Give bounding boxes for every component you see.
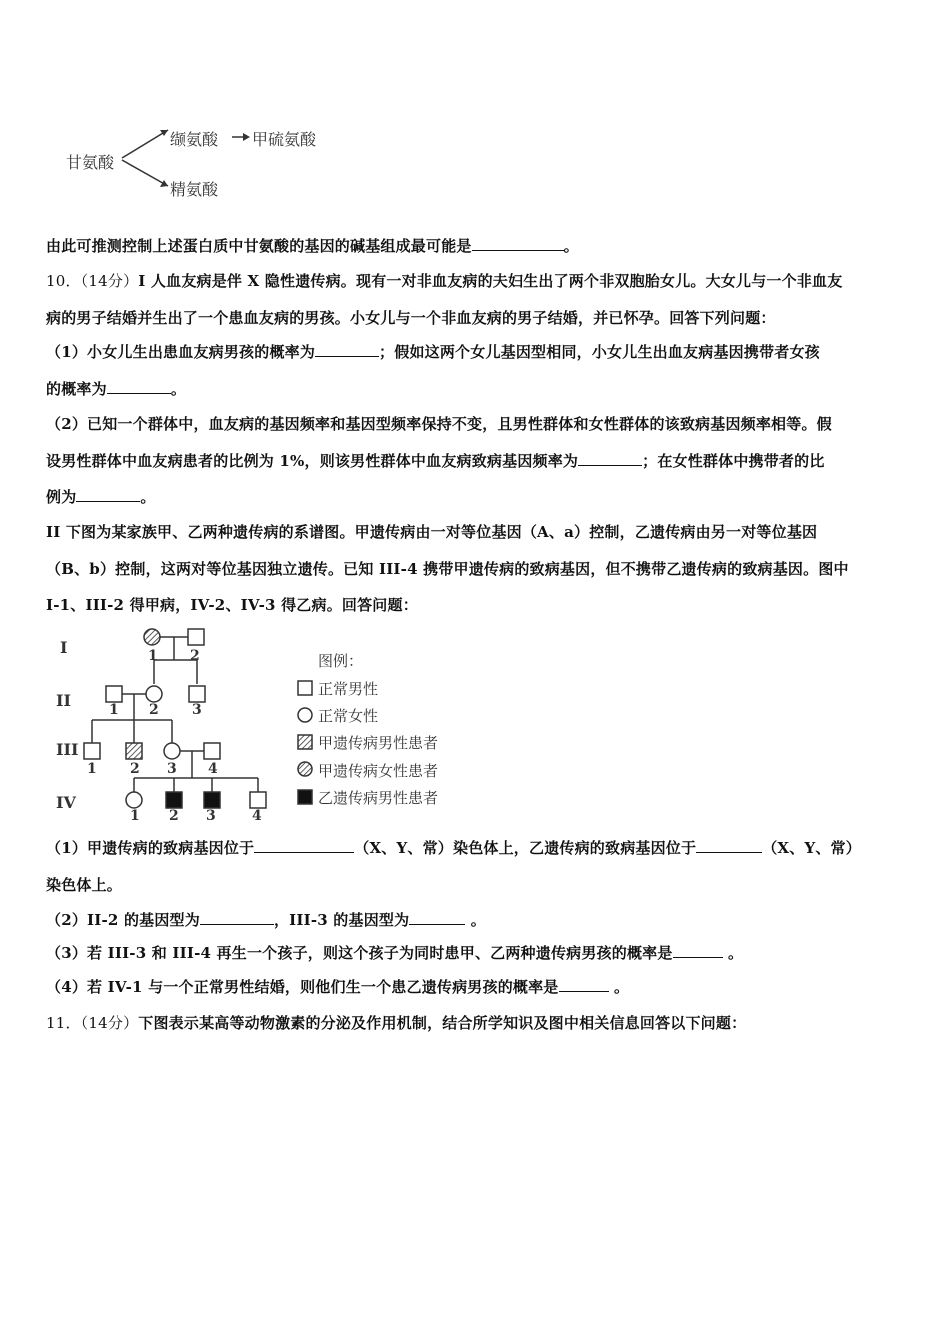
gen3-individual-1-male [84, 743, 100, 759]
gen1-individual-1-affected-female [144, 629, 160, 645]
part-ii-question-4: （4）若 IV-1 与一个正常男性结婚，则他们生一个患乙遗传病男孩的概率是 。 [46, 978, 630, 996]
legend-disease-a-male-icon [298, 735, 312, 749]
question-10-line-1: 10．（14分）I 人血友病是伴 X 隐性遗传病。现有一对非血友病的夫妇生出了两个非双胞胎女儿。大女儿与一个非血友 [46, 272, 843, 290]
legend-title: 图例： [318, 652, 364, 670]
question-10-part-1-line-1: （1）小女儿生出患血友病男孩的概率为 ；假如这两个女儿基因型相同，小女儿生出血友病基因携带者女孩 [46, 343, 820, 361]
gen4-individual-3-affected-male [204, 792, 220, 808]
generation-label-I: I [60, 638, 68, 657]
pathway-start: 甘氨酸 [66, 153, 115, 172]
question-10-line-2: 病的男子结婚并生出了一个患血友病的男孩。小女儿与一个非血友病的男子结婚，并已怀孕。回答下列问题： [46, 309, 776, 327]
gen1-individual-2-male [188, 629, 204, 645]
legend-disease-a-female: 甲遗传病女性患者 [318, 762, 439, 780]
gen3-individual-3-female [164, 743, 180, 759]
gen4-individual-4-male [250, 792, 266, 808]
part-ii-question-2: （2）II-2 的基因型为 ，III-3 的基因型为 。 [46, 911, 486, 929]
pathway-branch-bottom: 精氨酸 [170, 180, 219, 199]
question-10-part-1-line-2: 的概率为 。 [46, 380, 187, 398]
gen4-num-2: 2 [169, 808, 179, 824]
gen3-num-4: 4 [208, 761, 218, 777]
gen3-num-3: 3 [167, 761, 177, 777]
pathway-branch-top: 缬氨酸 [170, 130, 219, 149]
legend-normal-female-icon [298, 708, 312, 722]
part-ii-question-3: （3）若 III-3 和 III-4 再生一个孩子，则这个孩子为同时患甲、乙两种遗传病男孩的概率是 。 [46, 944, 744, 962]
gen4-individual-2-affected-male [166, 792, 182, 808]
gen4-num-1: 1 [130, 808, 140, 824]
gen1-num-1: 1 [148, 648, 158, 664]
answer-blank[interactable] [409, 910, 465, 925]
question-10-part-2-line-3: 例为 。 [46, 488, 156, 506]
gen2-num-1: 1 [109, 702, 119, 718]
answer-blank[interactable] [696, 838, 762, 853]
answer-blank[interactable] [673, 943, 723, 958]
section-ii-line-3: I-1、III-2 得甲病，IV-2、IV-3 得乙病。回答问题： [46, 596, 418, 614]
gen3-num-1: 1 [87, 761, 97, 777]
gen2-num-2: 2 [149, 702, 159, 718]
question-10-part-2-line-1: （2）已知一个群体中，血友病的基因频率和基因型频率保持不变，且男性群体和女性群体的该致病基因频率相等。假 [46, 415, 832, 433]
legend-normal-female: 正常女性 [318, 707, 379, 725]
generation-label-IV: IV [56, 793, 76, 812]
gen3-individual-4-male [204, 743, 220, 759]
section-ii-line-2: （B、b）控制，这两对等位基因独立遗传。已知 III-4 携带甲遗传病的致病基因，但不携带乙遗传病的致病基因。图中 [46, 560, 849, 578]
inference-line: 由此可推测控制上述蛋白质中甘氨酸的基因的碱基组成最可能是 。 [46, 237, 579, 255]
legend-normal-male-icon [298, 681, 312, 695]
section-ii-line-1: II 下图为某家族甲、乙两种遗传病的系谱图。甲遗传病由一对等位基因（A、a）控制，乙遗传病由另一对等位基因 [46, 523, 818, 541]
answer-blank[interactable] [578, 451, 642, 466]
answer-blank[interactable] [559, 977, 609, 992]
gen2-individual-3-male [189, 686, 205, 702]
gen4-num-3: 3 [206, 808, 216, 824]
gen3-num-2: 2 [130, 761, 140, 777]
answer-blank[interactable] [200, 910, 274, 925]
gen1-num-2: 2 [190, 648, 200, 664]
gen2-individual-1-male [106, 686, 122, 702]
part-ii-question-1-line-1: （1）甲遗传病的致病基因位于 （X、Y、常）染色体上，乙遗传病的致病基因位于 （X、Y、常） [46, 839, 861, 857]
question-10-part-2-line-2: 设男性群体中血友病患者的比例为 1%，则该男性群体中血友病致病基因频率为 ；在女性群体中携带者的比 [46, 452, 825, 470]
answer-blank[interactable] [76, 487, 140, 502]
gen4-num-4: 4 [252, 808, 262, 824]
legend-disease-a-female-icon [298, 762, 312, 776]
question-11-line: 11．（14分）下图表示某高等动物激素的分泌及作用机制，结合所学知识及图中相关信息回答以下问题： [46, 1014, 747, 1032]
answer-blank[interactable] [315, 342, 379, 357]
answer-blank[interactable] [254, 838, 354, 853]
gen2-individual-2-female [146, 686, 162, 702]
gen3-individual-2-affected-male [126, 743, 142, 759]
legend-disease-a-male: 甲遗传病男性患者 [318, 734, 439, 752]
legend-disease-b-male: 乙遗传病男性患者 [318, 789, 439, 807]
gen2-num-3: 3 [192, 702, 202, 718]
answer-blank[interactable] [107, 379, 171, 394]
pathway-branch-top-next: 甲硫氨酸 [252, 130, 317, 149]
answer-blank[interactable] [472, 236, 564, 251]
generation-label-II: II [56, 691, 71, 710]
generation-label-III: III [56, 740, 79, 759]
gen4-individual-1-female [126, 792, 142, 808]
legend-disease-b-male-icon [298, 790, 312, 804]
legend-normal-male: 正常男性 [318, 680, 379, 698]
part-ii-question-1-line-2: 染色体上。 [46, 876, 123, 894]
